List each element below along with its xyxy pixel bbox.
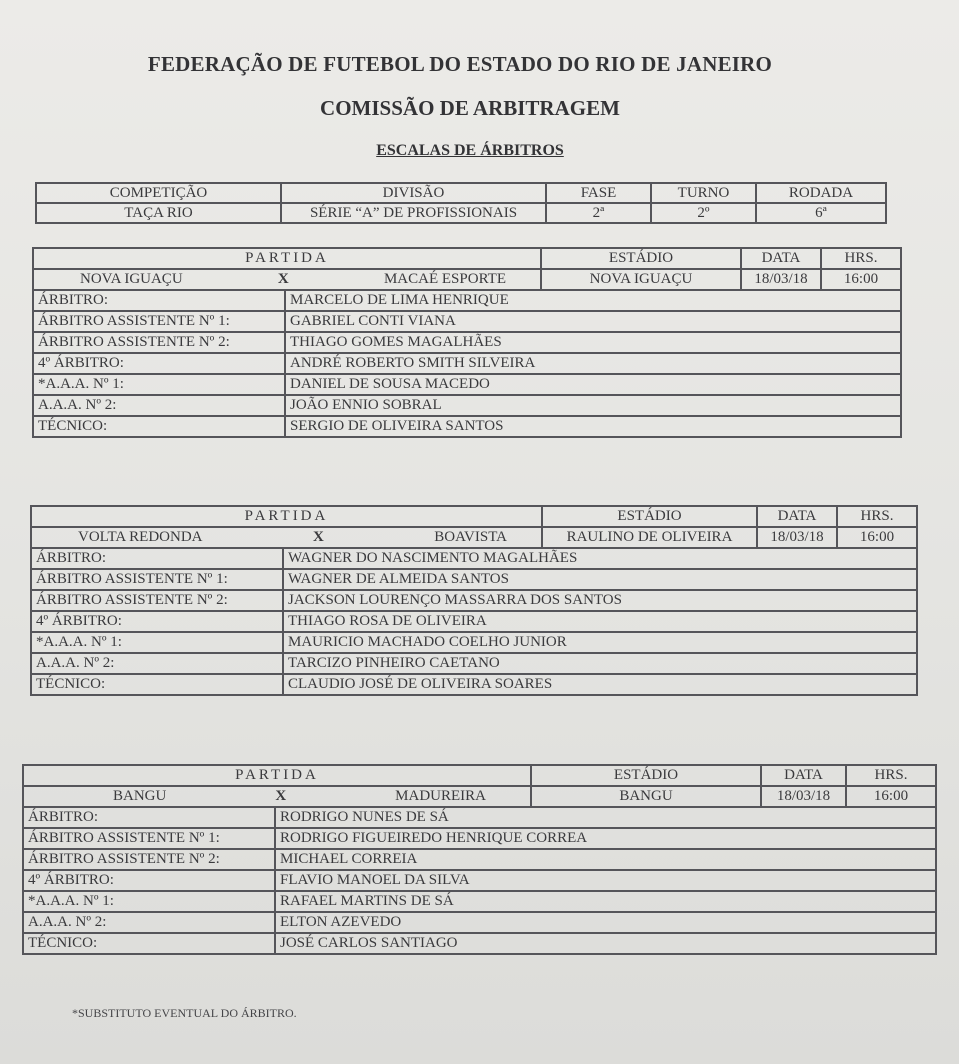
tecnico-name: JOSÉ CARLOS SANTIAGO <box>275 933 936 954</box>
quarto-label: 4º ÁRBITRO: <box>23 870 275 891</box>
estadio-header: ESTÁDIO <box>531 765 761 786</box>
quarto-name: ANDRÉ ROBERTO SMITH SILVEIRA <box>285 353 901 374</box>
aaa2-name: ELTON AZEVEDO <box>275 912 936 933</box>
schedule-subtitle: ESCALAS DE ÁRBITROS <box>376 142 564 159</box>
arbitro-label: ÁRBITRO: <box>31 548 283 569</box>
rodada-value: 6ª <box>756 203 886 223</box>
aaa2-label: A.A.A. Nº 2: <box>33 395 285 416</box>
quarto-label: 4º ÁRBITRO: <box>33 353 285 374</box>
fase-value: 2ª <box>546 203 651 223</box>
home-team: VOLTA REDONDA <box>78 529 203 545</box>
away-team: MACAÉ ESPORTE <box>383 271 506 287</box>
assist1-name: RODRIGO FIGUEIREDO HENRIQUE CORREA <box>275 828 936 849</box>
aaa1-name: RAFAEL MARTINS DE SÁ <box>275 891 936 912</box>
match-table-2 <box>30 505 918 696</box>
assist1-label: ÁRBITRO ASSISTENTE Nº 1: <box>31 569 283 590</box>
quarto-label: 4º ÁRBITRO: <box>31 611 283 632</box>
assist1-label: ÁRBITRO ASSISTENTE Nº 1: <box>33 311 285 332</box>
data-header: DATA <box>757 506 837 527</box>
tecnico-name: SERGIO DE OLIVEIRA SANTOS <box>285 416 901 437</box>
aaa2-name: TARCIZO PINHEIRO CAETANO <box>283 653 917 674</box>
tecnico-name: CLAUDIO JOSÉ DE OLIVEIRA SOARES <box>283 674 917 695</box>
data-header: DATA <box>761 765 846 786</box>
aaa1-label: *A.A.A. Nº 1: <box>33 374 285 395</box>
aaa2-name: JOÃO ENNIO SOBRAL <box>285 395 901 416</box>
match-date: 18/03/18 <box>757 527 837 548</box>
match-date: 18/03/18 <box>741 269 821 290</box>
hrs-header: HRS. <box>846 765 936 786</box>
quarto-name: THIAGO ROSA DE OLIVEIRA <box>283 611 917 632</box>
stadium: RAULINO DE OLIVEIRA <box>542 527 757 548</box>
commission-title: COMISSÃO DE ARBITRAGEM <box>320 96 620 120</box>
aaa1-label: *A.A.A. Nº 1: <box>31 632 283 653</box>
tecnico-label: TÉCNICO: <box>23 933 275 954</box>
competicao-value: TAÇA RIO <box>36 203 281 223</box>
match-date: 18/03/18 <box>761 786 846 807</box>
fase-label: FASE <box>546 183 651 203</box>
teams-cell <box>33 269 541 290</box>
teams-cell <box>23 786 531 807</box>
arbitro-name: WAGNER DO NASCIMENTO MAGALHÃES <box>283 548 917 569</box>
assist2-name: MICHAEL CORREIA <box>275 849 936 870</box>
away-team: MADUREIRA <box>395 788 486 804</box>
arbitro-label: ÁRBITRO: <box>23 807 275 828</box>
assist1-label: ÁRBITRO ASSISTENTE Nº 1: <box>23 828 275 849</box>
assist2-name: JACKSON LOURENÇO MASSARRA DOS SANTOS <box>283 590 917 611</box>
assist2-label: ÁRBITRO ASSISTENTE Nº 2: <box>23 849 275 870</box>
aaa1-name: MAURICIO MACHADO COELHO JUNIOR <box>283 632 917 653</box>
estadio-header: ESTÁDIO <box>542 506 757 527</box>
match-table-1 <box>32 247 902 438</box>
versus-mark: X <box>275 788 287 804</box>
partida-header: PARTIDA <box>31 506 542 527</box>
tecnico-label: TÉCNICO: <box>31 674 283 695</box>
estadio-header: ESTÁDIO <box>541 248 741 269</box>
assist2-label: ÁRBITRO ASSISTENTE Nº 2: <box>31 590 283 611</box>
away-team: BOAVISTA <box>434 529 507 545</box>
rodada-label: RODADA <box>756 183 886 203</box>
hrs-header: HRS. <box>821 248 901 269</box>
home-team: NOVA IGUAÇU <box>80 271 183 287</box>
assist2-label: ÁRBITRO ASSISTENTE Nº 2: <box>33 332 285 353</box>
hrs-header: HRS. <box>837 506 917 527</box>
stadium: BANGU <box>531 786 761 807</box>
aaa1-label: *A.A.A. Nº 1: <box>23 891 275 912</box>
arbitro-name: MARCELO DE LIMA HENRIQUE <box>285 290 901 311</box>
match-table-3 <box>22 764 937 955</box>
quarto-name: FLAVIO MANOEL DA SILVA <box>275 870 936 891</box>
turno-label: TURNO <box>651 183 756 203</box>
partida-header: PARTIDA <box>33 248 541 269</box>
aaa2-label: A.A.A. Nº 2: <box>31 653 283 674</box>
assist1-name: GABRIEL CONTI VIANA <box>285 311 901 332</box>
arbitro-name: RODRIGO NUNES DE SÁ <box>275 807 936 828</box>
tecnico-label: TÉCNICO: <box>33 416 285 437</box>
footnote: *SUBSTITUTO EVENTUAL DO ÁRBITRO. <box>72 1006 297 1020</box>
federation-title: FEDERAÇÃO DE FUTEBOL DO ESTADO DO RIO DE JANEIRO <box>147 52 773 76</box>
arbitro-label: ÁRBITRO: <box>33 290 285 311</box>
home-team: BANGU <box>113 788 167 804</box>
competition-table <box>35 182 887 224</box>
stadium: NOVA IGUAÇU <box>541 269 741 290</box>
teams-cell <box>31 527 542 548</box>
versus-mark: X <box>277 271 289 287</box>
match-time: 16:00 <box>821 269 901 290</box>
assist1-name: WAGNER DE ALMEIDA SANTOS <box>283 569 917 590</box>
competicao-label: COMPETIÇÃO <box>36 183 281 203</box>
aaa2-label: A.A.A. Nº 2: <box>23 912 275 933</box>
divisao-label: DIVISÃO <box>281 183 546 203</box>
turno-value: 2º <box>651 203 756 223</box>
data-header: DATA <box>741 248 821 269</box>
match-time: 16:00 <box>846 786 936 807</box>
versus-mark: X <box>312 529 324 545</box>
divisao-value: SÉRIE “A” DE PROFISSIONAIS <box>281 203 546 223</box>
aaa1-name: DANIEL DE SOUSA MACEDO <box>285 374 901 395</box>
assist2-name: THIAGO GOMES MAGALHÃES <box>285 332 901 353</box>
match-time: 16:00 <box>837 527 917 548</box>
partida-header: PARTIDA <box>23 765 531 786</box>
